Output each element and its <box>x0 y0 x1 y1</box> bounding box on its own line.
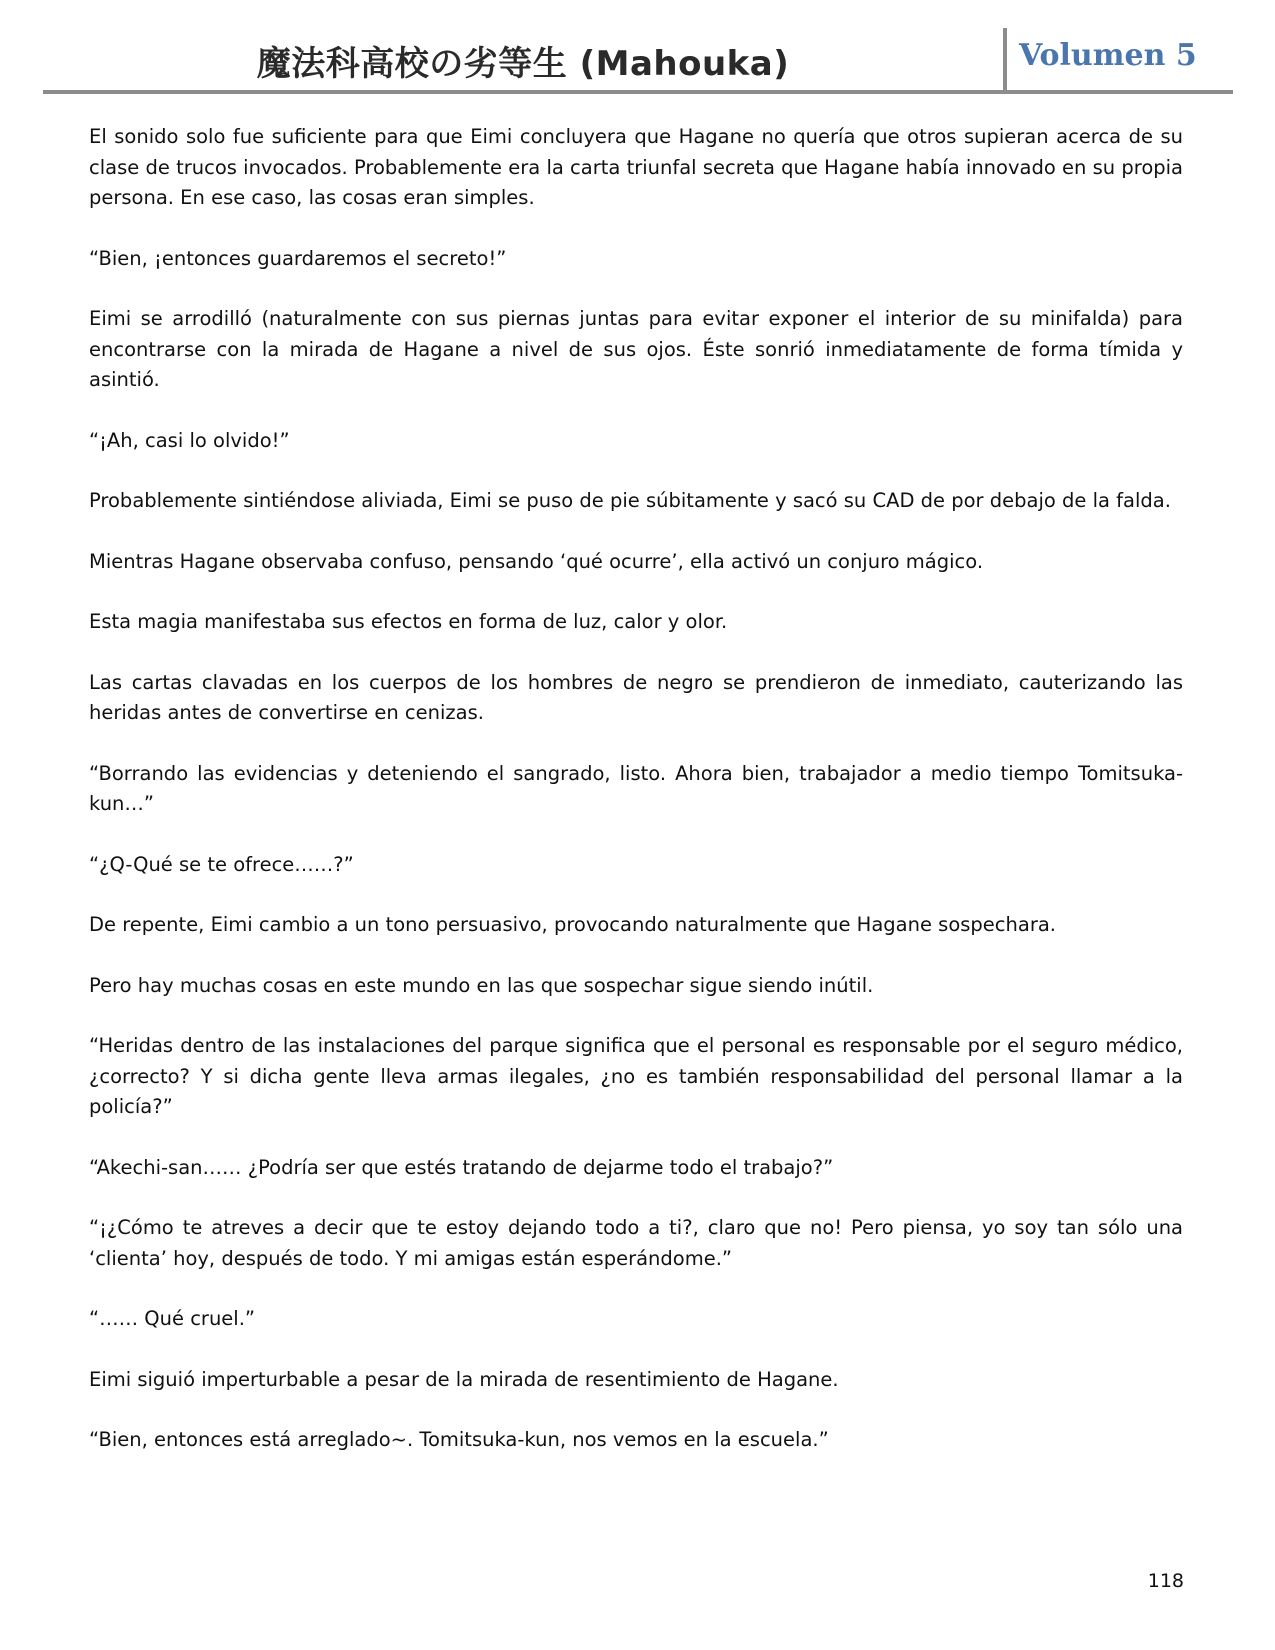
paragraph: “Heridas dentro de las instalaciones del parque significa que el personal es responsable por el seguro médico, ¿correcto? Y si dicha gente lleva armas ilegales, ¿no es también responsabilidad del personal llamar a la policía?” <box>89 1034 1183 1118</box>
book-title: 魔法科高校の劣等生 (Mahouka) <box>256 44 790 84</box>
paragraph: “Borrando las evidencias y deteniendo el sangrado, listo. Ahora bien, trabajador a medio tiempo Tomitsuka-kun…” <box>89 761 1183 815</box>
paragraph: Eimi siguió imperturbable a pesar de la mirada de resentimiento de Hagane. <box>89 1367 839 1391</box>
volume-label: Volumen 5 <box>1019 38 1197 73</box>
paragraph: “¡¿Cómo te atreves a decir que te estoy dejando todo a ti?, claro que no! Pero piensa, yo soy tan sólo una ‘clienta’ hoy, después de todo. Y mi amigas están esperándome.” <box>89 1216 1183 1270</box>
paragraph: De repente, Eimi cambio a un tono persuasivo, provocando naturalmente que Hagane sospechara. <box>89 913 1056 936</box>
page-header <box>43 28 1233 94</box>
page-body <box>89 122 1183 1486</box>
paragraph: Eimi se arrodilló (naturalmente con sus piernas juntas para evitar exponer el interior de su minifalda) para encontrarse con la mirada de Hagane a nivel de sus ojos. Éste sonrió inmediatamente de forma tímida y asintió. <box>89 307 1183 391</box>
paragraph: “¡Ah, casi lo olvido!” <box>89 428 290 452</box>
paragraph: “¿Q-Qué se te ofrece……?” <box>89 852 354 876</box>
header-divider <box>1003 28 1007 90</box>
page-number: 118 <box>1147 1570 1184 1592</box>
paragraph: “…… Qué cruel.” <box>89 1307 256 1330</box>
paragraph: “Bien, entonces está arreglado~. Tomitsuka-kun, nos vemos en la escuela.” <box>89 1428 829 1451</box>
paragraph: Pero hay muchas cosas en este mundo en las que sospechar sigue siendo inútil. <box>89 973 874 997</box>
paragraph: Las cartas clavadas en los cuerpos de los hombres de negro se prendieron de inmediato, cauterizando las heridas antes de convertirse en cenizas. <box>89 670 1183 724</box>
paragraph: Mientras Hagane observaba confuso, pensando ‘qué ocurre’, ella activó un conjuro mágico. <box>89 549 984 573</box>
paragraph: “Bien, ¡entonces guardaremos el secreto!” <box>89 246 507 270</box>
paragraph: Probablemente sintiéndose aliviada, Eimi se puso de pie súbitamente y sacó su CAD de por debajo de la falda. <box>89 489 1171 512</box>
header-rule <box>43 90 1233 94</box>
paragraph: Esta magia manifestaba sus efectos en forma de luz, calor y olor. <box>89 610 728 633</box>
paragraph: El sonido solo fue suficiente para que Eimi concluyera que Hagane no quería que otros supieran acerca de su clase de trucos invocados. Probablemente era la carta triunfal secreta que Hagane había innovado en su propia persona. En ese caso, las cosas eran simples. <box>89 125 1183 209</box>
paragraph: “Akechi-san…… ¿Podría ser que estés tratando de dejarme todo el trabajo?” <box>89 1155 834 1179</box>
